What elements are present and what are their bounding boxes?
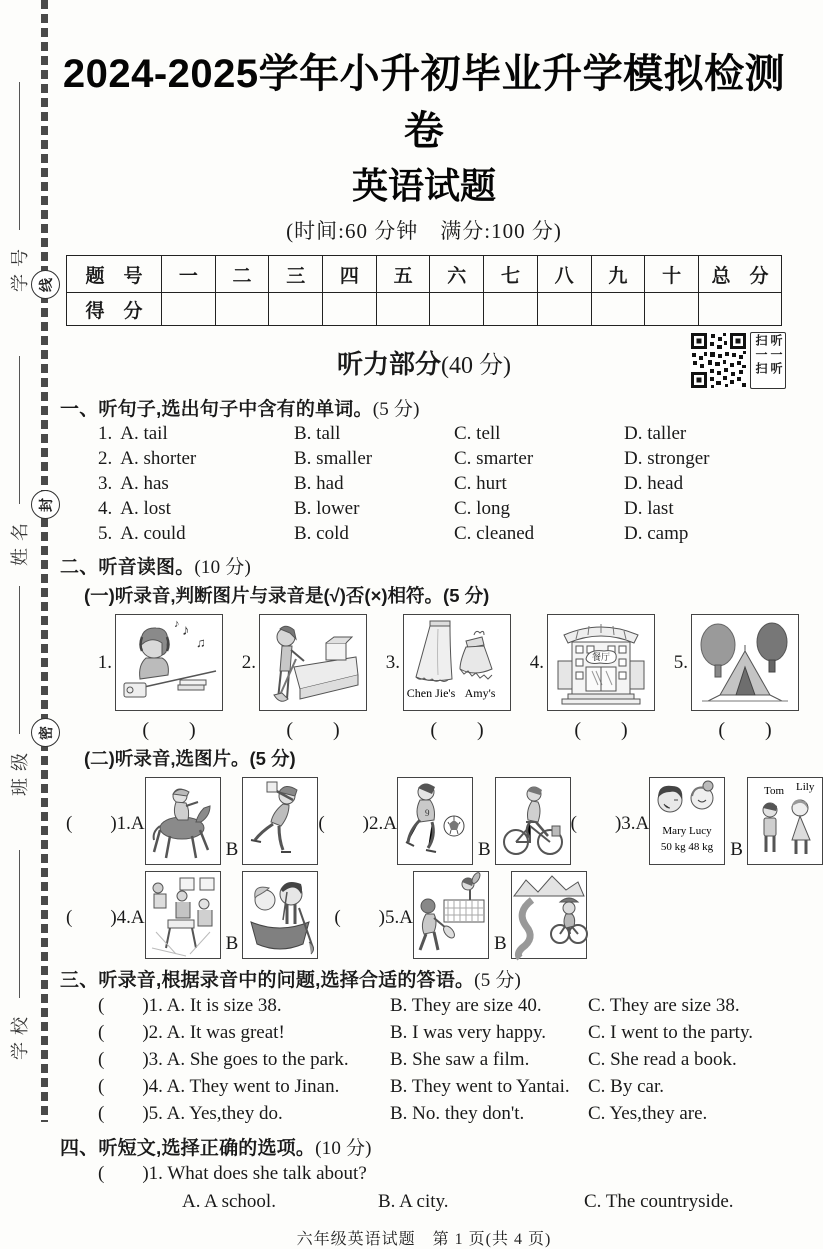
option-d[interactable]: D. head <box>624 473 684 494</box>
question-text: What does she talk about? <box>167 1163 367 1184</box>
svg-text:♫: ♫ <box>196 635 206 650</box>
qr-caption-line1: 扫一扫 <box>754 334 768 376</box>
listening-header <box>60 336 788 388</box>
class-field <box>6 570 32 796</box>
section3-heading <box>60 965 788 992</box>
s1-row3-num: 3. <box>98 473 113 494</box>
skirt-label-chenjie: Chen Jie's <box>406 686 456 700</box>
student-number-label: 学号 <box>10 242 30 292</box>
option-c[interactable]: C. cleaned <box>454 523 535 544</box>
s1-row2-a <box>98 446 294 471</box>
s3-row4-pre-a[interactable] <box>98 1073 390 1100</box>
s3-row3-pre-a[interactable] <box>98 1046 390 1073</box>
option-c[interactable]: C. Yes,they are. <box>588 1103 708 1124</box>
option-c[interactable]: C. I went to the party. <box>588 1022 753 1043</box>
answer-blank[interactable]: ( )2. <box>98 1022 163 1043</box>
pic-number: 1. <box>97 651 112 673</box>
section3-heading-text: 三、听录音,根据录音中的问题,选择合适的答语。 <box>60 970 475 991</box>
option-a[interactable]: A. tail <box>120 423 168 444</box>
qr-block <box>690 332 786 389</box>
answer-blank[interactable]: ( )1. <box>98 995 163 1016</box>
option-c[interactable]: C. smarter <box>454 448 534 469</box>
school-field <box>6 834 32 1060</box>
seal-char-line <box>31 270 60 299</box>
option-a[interactable]: A. A school. <box>182 1191 276 1212</box>
picture-riding-horse <box>145 777 221 865</box>
pair4-b-label[interactable]: B <box>225 933 239 954</box>
option-a[interactable]: A. shorter <box>120 448 197 469</box>
section2-points: (10 分) <box>194 557 252 578</box>
boy-name: Tom <box>763 785 784 797</box>
s3-row2-pre-a[interactable] <box>98 1019 390 1046</box>
shirt-number: 9 <box>424 808 430 818</box>
section3-answers <box>98 992 788 1127</box>
option-c[interactable]: C. tell <box>454 423 501 444</box>
picture-two-skirts <box>403 614 511 711</box>
judge-item-1 <box>88 614 223 742</box>
picture-family-in-living-room <box>145 871 221 959</box>
score-cell[interactable] <box>323 293 377 326</box>
picture-playing-football <box>397 777 473 865</box>
section2-heading <box>60 552 788 579</box>
score-total-label: 总 分 <box>699 256 782 293</box>
class-label: 班级 <box>10 746 30 796</box>
class-blank[interactable] <box>19 586 20 734</box>
judge-item-5 <box>664 614 799 742</box>
score-col-10: 十 <box>645 256 699 293</box>
score-table-score-row <box>67 293 782 326</box>
score-table-header-row <box>67 256 782 293</box>
section1-options <box>98 421 788 546</box>
seal-dashed-line <box>41 0 48 1122</box>
section3-points: (5 分) <box>474 970 522 991</box>
s1-row5-num: 5. <box>98 523 113 544</box>
option-a[interactable]: A. She goes to the park. <box>166 1049 349 1070</box>
option-d[interactable]: D. camp <box>624 523 689 544</box>
seal-char-feng-text: 封 <box>37 497 54 512</box>
seal-char-mi <box>31 718 60 747</box>
score-cell[interactable] <box>162 293 216 326</box>
choose-picture-row-2 <box>66 871 788 959</box>
picture-restaurant-building <box>547 614 655 711</box>
picture-girl-listening-music <box>115 614 223 711</box>
skirt-label-amy: Amy's <box>464 686 496 700</box>
page-subtitle: 英语试题 <box>351 165 496 206</box>
score-cell[interactable] <box>430 293 484 326</box>
s3-row1-pre-a[interactable] <box>98 992 390 1019</box>
pair2-b-label[interactable]: B <box>477 839 491 860</box>
pair5-b-label[interactable]: B <box>493 933 507 954</box>
score-cell[interactable] <box>269 293 323 326</box>
option-a[interactable]: A. Yes,they do. <box>166 1103 283 1124</box>
judge-item-3 <box>376 614 511 742</box>
s1-row3-a <box>98 471 294 496</box>
choose-picture-row-1 <box>66 777 815 865</box>
picture-tom-and-lily <box>747 777 823 865</box>
score-table <box>66 255 782 326</box>
score-col-4: 四 <box>323 256 377 293</box>
girls-weights: 50 kg 48 kg <box>661 841 714 853</box>
pair1-prefix[interactable]: ( )1.A <box>66 812 145 834</box>
option-d[interactable]: D. stronger <box>624 448 710 469</box>
s1-row4-a <box>98 496 294 521</box>
answer-blank[interactable]: ( )1. <box>98 1163 163 1184</box>
picture-mary-lucy-weights <box>649 777 725 865</box>
listening-title-score: (40 分) <box>441 353 511 379</box>
page-title: 2024-2025学年小升初毕业升学模拟检测卷 <box>62 52 786 153</box>
pair4-prefix[interactable]: ( )4.A <box>66 906 145 928</box>
qr-caption <box>750 332 786 389</box>
picture-riding-bicycle <box>495 777 571 865</box>
svg-text:♪: ♪ <box>182 623 190 639</box>
seal-char-line-text: 线 <box>37 277 54 292</box>
score-table-header-label: 题 号 <box>67 256 162 293</box>
option-a[interactable]: A. could <box>120 523 186 544</box>
pair1-b-label[interactable]: B <box>225 839 239 860</box>
section1-heading <box>60 394 788 421</box>
qr-code-icon[interactable] <box>690 332 747 389</box>
answer-blank[interactable]: ( ) <box>430 719 484 741</box>
answer-blank[interactable]: ( ) <box>142 719 196 741</box>
section1-points: (5 分) <box>372 399 420 420</box>
score-cell[interactable] <box>484 293 538 326</box>
picture-kids-rowing-boat <box>242 871 318 959</box>
option-b[interactable]: B. tall <box>294 423 341 444</box>
page-footer: 六年级英语试题 第 1 页(共 4 页) <box>296 1231 552 1248</box>
school-blank[interactable] <box>19 850 20 998</box>
section2-heading-text: 二、听音读图。 <box>60 557 195 578</box>
judge-item-2 <box>232 614 367 742</box>
option-c[interactable]: C. By car. <box>588 1076 664 1097</box>
option-c[interactable]: C. They are size 38. <box>588 995 740 1016</box>
name-label: 姓名 <box>10 516 30 566</box>
score-cell[interactable] <box>537 293 591 326</box>
option-c[interactable]: C. The countryside. <box>584 1191 734 1212</box>
picture-girl-making-bed <box>259 614 367 711</box>
judge-item-4 <box>520 614 655 742</box>
s1-row1-num: 1. <box>98 423 113 444</box>
s3-row5-pre-a[interactable] <box>98 1100 390 1127</box>
option-d[interactable]: D. last <box>624 498 674 519</box>
qr-caption-line2: 听一听 <box>769 334 783 376</box>
score-col-3: 三 <box>269 256 323 293</box>
score-col-2: 二 <box>215 256 269 293</box>
section1-heading-text: 一、听句子,选出句子中含有的单词。 <box>60 399 373 420</box>
option-a[interactable]: A. It was great! <box>166 1022 285 1043</box>
answer-blank[interactable]: ( )4. <box>98 1076 163 1097</box>
pair3-b-label[interactable]: B <box>730 839 743 860</box>
girls-names: Mary Lucy <box>662 825 712 837</box>
section4-heading <box>60 1133 788 1160</box>
svg-text:♪: ♪ <box>174 618 180 630</box>
score-row-label: 得 分 <box>67 293 162 326</box>
picture-ice-skating-boy <box>242 777 318 865</box>
option-d[interactable]: D. taller <box>624 423 687 444</box>
score-cell[interactable] <box>376 293 430 326</box>
school-label: 学校 <box>10 1010 30 1060</box>
name-blank[interactable] <box>19 356 20 504</box>
option-a[interactable]: A. It is size 38. <box>166 995 282 1016</box>
listening-part-title <box>60 336 788 381</box>
score-cell[interactable] <box>215 293 269 326</box>
section4-question1 <box>98 1160 788 1188</box>
score-col-8: 八 <box>537 256 591 293</box>
student-number-blank[interactable] <box>19 82 20 230</box>
score-col-7: 七 <box>484 256 538 293</box>
answer-blank[interactable]: ( ) <box>718 719 772 741</box>
pair2-prefix[interactable]: ( )2.A <box>318 812 397 834</box>
s1-row2-num: 2. <box>98 448 113 469</box>
s1-row1-a <box>98 421 294 446</box>
restaurant-sign: 餐厅 <box>591 652 611 662</box>
option-b[interactable]: B. She saw a film. <box>390 1049 530 1070</box>
pair3-prefix[interactable]: ( )3.A <box>570 812 650 834</box>
answer-blank[interactable]: ( ) <box>286 719 340 741</box>
option-c[interactable]: C. long <box>454 498 510 519</box>
seal-char-feng <box>31 490 60 519</box>
option-b[interactable]: B. A city. <box>378 1191 449 1212</box>
option-c[interactable]: C. hurt <box>454 473 507 494</box>
score-cell[interactable] <box>645 293 699 326</box>
seal-char-mi-text: 密 <box>37 725 54 740</box>
s1-row4-num: 4. <box>98 498 113 519</box>
option-a[interactable]: A. They went to Jinan. <box>166 1076 340 1097</box>
option-b[interactable]: B. lower <box>294 498 360 519</box>
judge-pictures-row <box>88 614 788 742</box>
section4-options <box>182 1188 788 1216</box>
pair5-prefix[interactable]: ( )5.A <box>334 906 413 928</box>
pic-number: 3. <box>385 651 400 673</box>
score-col-9: 九 <box>591 256 645 293</box>
score-col-1: 一 <box>162 256 216 293</box>
score-total-cell[interactable] <box>699 293 782 326</box>
option-b[interactable]: B. I was very happy. <box>390 1022 547 1043</box>
option-b[interactable]: B. had <box>294 473 344 494</box>
pic-number: 4. <box>529 651 544 673</box>
picture-cycling-mountain-road <box>511 871 587 959</box>
option-a[interactable]: A. has <box>120 473 169 494</box>
pic-number: 5. <box>673 651 688 673</box>
score-col-5: 五 <box>376 256 430 293</box>
answer-blank[interactable]: ( ) <box>574 719 628 741</box>
picture-camping-tent <box>691 614 799 711</box>
answer-blank[interactable]: ( )3. <box>98 1049 163 1070</box>
option-b[interactable]: B. They are size 40. <box>390 995 542 1016</box>
girl-name: Lily <box>795 781 815 793</box>
section4-points: (10 分) <box>315 1138 372 1159</box>
section2-part1-heading: (一)听录音,判断图片与录音是(√)否(×)相符。(5 分) <box>84 585 490 606</box>
option-b[interactable]: B. They went to Yantai. <box>390 1076 570 1097</box>
s1-row5-a <box>98 521 294 546</box>
exam-meta: (时间:60 分钟 满分:100 分) <box>286 219 562 243</box>
option-a[interactable]: A. lost <box>120 498 171 519</box>
option-b[interactable]: B. No. they don't. <box>390 1103 525 1124</box>
option-c[interactable]: C. She read a book. <box>588 1049 737 1070</box>
student-number-field <box>6 66 32 292</box>
section2-part2-heading: (二)听录音,选图片。(5 分) <box>84 748 296 769</box>
picture-badminton-over-net <box>413 871 489 959</box>
answer-blank[interactable]: ( )5. <box>98 1103 163 1124</box>
option-b[interactable]: B. smaller <box>294 448 373 469</box>
exam-page <box>60 0 815 1249</box>
listening-title-main: 听力部分 <box>337 349 442 379</box>
name-field <box>6 340 32 566</box>
score-cell[interactable] <box>591 293 645 326</box>
score-col-6: 六 <box>430 256 484 293</box>
pic-number: 2. <box>241 651 256 673</box>
section4-heading-text: 四、听短文,选择正确的选项。 <box>60 1138 316 1159</box>
option-b[interactable]: B. cold <box>294 523 349 544</box>
